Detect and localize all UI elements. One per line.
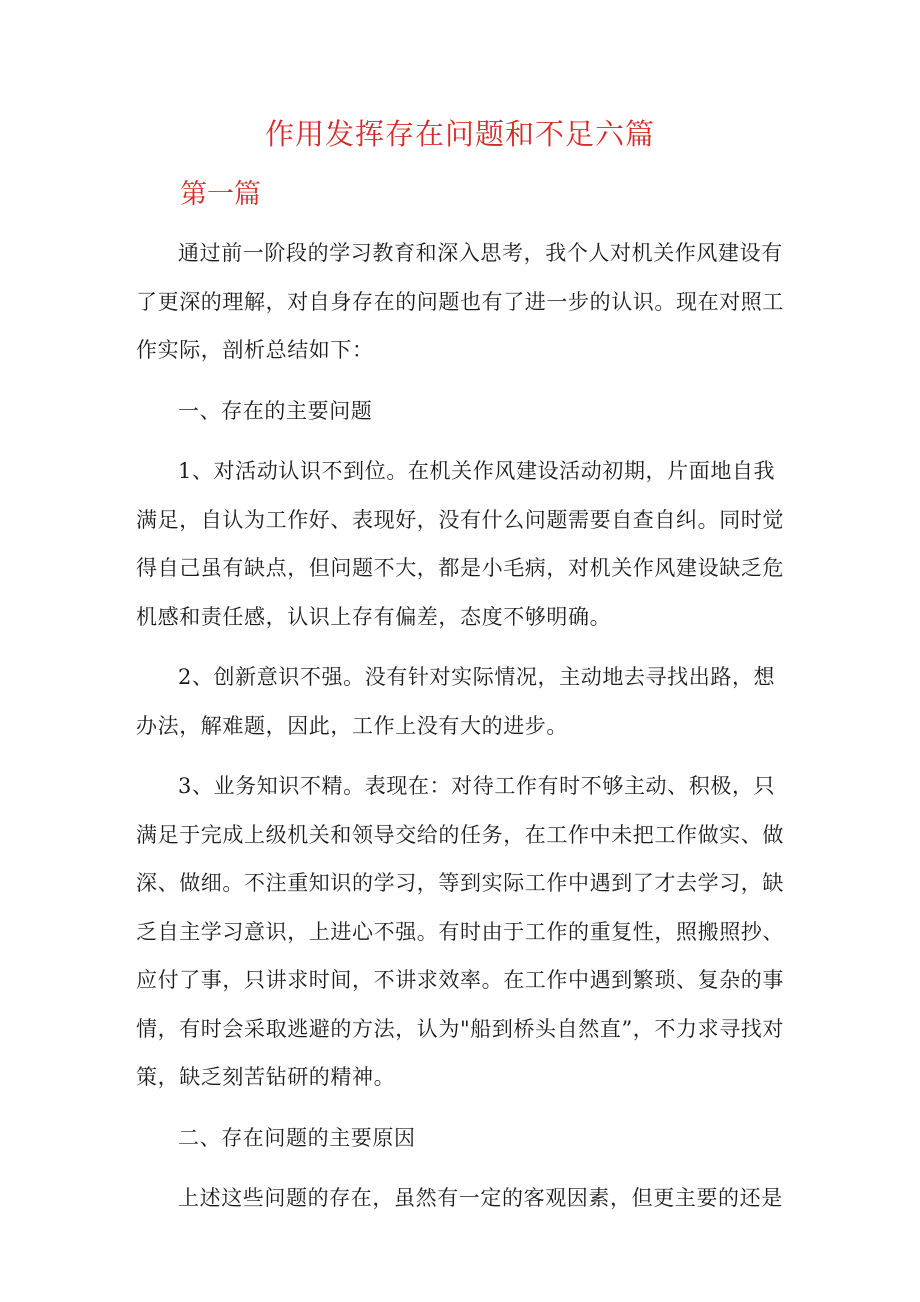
causes-paragraph: 上述这些问题的存在，虽然有一定的客观因素，但更主要的还是 bbox=[178, 1186, 783, 1210]
document-title: 作用发挥存在问题和不足六篇 bbox=[264, 117, 655, 151]
section-title: 第一篇 bbox=[180, 179, 261, 210]
problem-paragraph-1: 1、对活动认识不到位。在机关作风建设活动初期，片面地自我满足，自认为工作好、表现好，没有什么问题需要自查自纠。同时觉得自己虽有缺点，但问题不大，都是小毛病，对机关作风建设缺乏危机感和责任感，认识上存有偏差，态度不够明确。 bbox=[136, 459, 784, 629]
problem-paragraph-3: 3、业务知识不精。表现在：对待工作有时不够主动、积极，只满足于完成上级机关和领导交给的任务，在工作中未把工作做实、做深、做细。不注重知识的学习，等到实际工作中遇到了才去学习，缺乏自主学习意识，上进心不强。有时由于工作的重复性，照搬照抄、应付了事，只讲求时间，不讲求效率。在工作中遇到繁琐、复杂的事情，有时会采取逃避的方法，认为"船到桥头自然直”，不力求寻找对策，缺乏刻苦钻研的精神。 bbox=[136, 774, 784, 1089]
heading-main-problems: 一、存在的主要问题 bbox=[178, 398, 373, 423]
heading-main-causes: 二、存在问题的主要原因 bbox=[178, 1125, 416, 1150]
document-body bbox=[136, 229, 796, 1235]
intro-paragraph: 通过前一阶段的学习教育和深入思考，我个人对机关作风建设有了更深的理解，对自身存在的问题也有了进一步的认识。现在对照工作实际，剖析总结如下： bbox=[136, 241, 784, 362]
problem-paragraph-2: 2、创新意识不强。没有针对实际情况，主动地去寻找出路，想办法，解难题，因此，工作上没有大的进步。 bbox=[136, 665, 776, 738]
